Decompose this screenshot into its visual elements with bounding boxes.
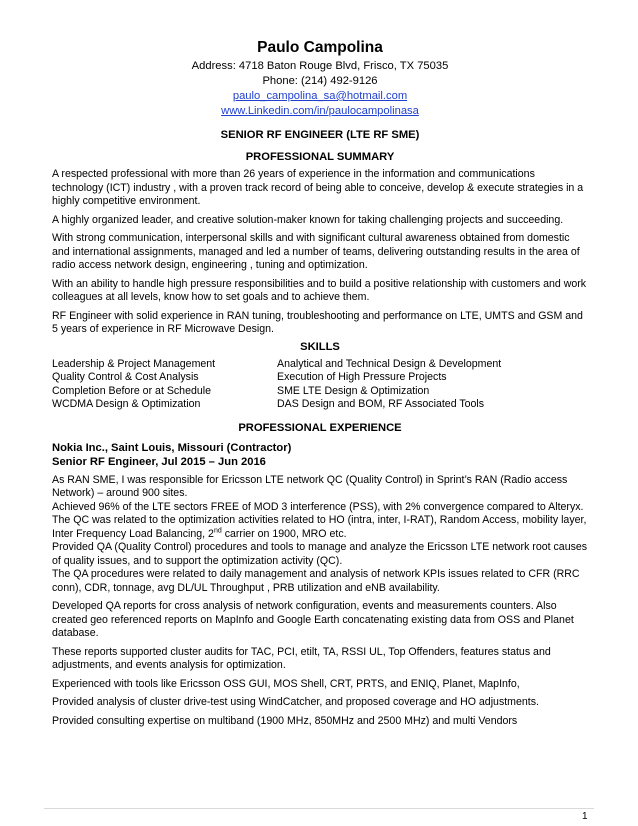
skills-grid <box>52 358 588 412</box>
skills-title: SKILLS <box>300 340 340 353</box>
skill-item: Execution of High Pressure Projects <box>277 371 447 383</box>
summary-paragraph: RF Engineer with solid experience in RAN tuning, troubleshooting and performance on LTE, UMTS and GSM and 5 years of experience in RF Microwave Design. <box>52 309 583 335</box>
job-paragraph: These reports supported cluster audits for TAC, PCI, etilt, TA, RSSI UL, Top Offenders, features status and adjustments, and events analysis for optimization. <box>52 645 551 671</box>
resume-content <box>52 38 588 728</box>
job-bullet-text: carrier on 1900, MRO etc. <box>221 527 347 540</box>
phone-line: Phone: (214) 492-9126 <box>262 75 378 87</box>
job-details <box>52 474 588 596</box>
summary-section <box>52 168 588 337</box>
experience-section <box>52 441 588 729</box>
job-bullet: As RAN SME, I was responsible for Ericsson LTE network QC (Quality Control) in Sprint’s RAN (Radio access Network) – around 900 sites. <box>52 473 568 499</box>
page-number: 1 <box>582 811 588 822</box>
skill-item: Leadership & Project Management <box>52 357 216 370</box>
role-line: Senior RF Engineer, Jul 2015 – Jun 2016 <box>52 455 266 468</box>
address-line: Address: 4718 Baton Rouge Blvd, Frisco, TX 75035 <box>191 60 449 72</box>
skill-item: SME LTE Design & Optimization <box>277 384 430 397</box>
email-link[interactable]: paulo_campolina_sa@hotmail.com <box>232 90 408 102</box>
headline: SENIOR RF ENGINEER (LTE RF SME) <box>220 129 420 141</box>
skill-item: Quality Control & Cost Analysis <box>52 371 199 383</box>
summary-title: PROFESSIONAL SUMMARY <box>245 151 395 163</box>
footer-divider <box>44 808 594 809</box>
skill-item: WCDMA Design & Optimization <box>52 398 201 410</box>
summary-paragraph: With strong communication, interpersonal skills and with significant cultural awareness obtained from domestic and international assignments, managed and led a number of teams, delivering outstanding results in the area of radio access network design, engineering , tuning and optimization. <box>52 232 580 271</box>
experience-title: PROFESSIONAL EXPERIENCE <box>238 421 402 434</box>
job-paragraph: Provided consulting expertise on multiband (1900 MHz, 850MHz and 2500 MHz) and multi Vendors <box>52 714 518 727</box>
job-bullet <box>52 514 588 541</box>
superscript-nd: nd <box>213 526 222 534</box>
skill-item: Completion Before or at Schedule <box>52 384 211 397</box>
job-paragraph: Experienced with tools like Ericsson OSS GUI, MOS Shell, CRT, PRTS, and ENIQ, Planet, MapInfo, <box>52 677 520 690</box>
job-bullet: Provided QA (Quality Control) procedures and tools to manage and analyze the Ericsson LTE network root causes of quality issues, and to support the optimization activity (QC). <box>52 541 588 567</box>
skill-item: Analytical and Technical Design & Development <box>277 357 502 370</box>
job-paragraph: Developed QA reports for cross analysis of network configuration, events and measurements counters. Also created geo referenced reports on MapInfo and Google Earth concatenating existing data from OSS and Planet database. <box>52 600 574 639</box>
job-paragraph: Provided analysis of cluster drive-test using WindCatcher, and proposed coverage and HO adjustments. <box>52 696 539 708</box>
company-line: Nokia Inc., Saint Louis, Missouri (Contractor) <box>52 441 292 454</box>
job-bullet: Achieved 96% of the LTE sectors FREE of MOD 3 interference (PSS), with 2% convergence compared to Alteryx. <box>52 500 584 513</box>
job-bullet: The QA procedures were related to daily management and analysis of network KPIs issues related to CFR (RRC conn), CDR, tonnage, avg DL/UL Throughput , PRB utilization and eNB availability. <box>52 568 580 594</box>
linkedin-link[interactable]: www.Linkedin.com/in/paulocampolinasa <box>221 105 419 117</box>
summary-paragraph: A highly organized leader, and creative solution-maker known for taking challenging projects and succeeding. <box>52 213 564 226</box>
summary-paragraph: With an ability to handle high pressure responsibilities and to build a positive relationship with customers and work colleagues at all levels, know how to set goals and to achieve them. <box>52 277 587 303</box>
job-bullet-text: The QC was related to the optimization activities related to HO (intra, inter, I-RAT), Random Access, mobility layer, Inter Frequency Load Balancing, 2 <box>52 514 587 540</box>
skill-item: DAS Design and BOM, RF Associated Tools <box>277 398 485 410</box>
candidate-name: Paulo Campolina <box>257 39 383 56</box>
summary-paragraph: A respected professional with more than 26 years of experience in the information and communications technology (ICT) industry , with a proven track record of being able to conceive, develop & execute strategies in a highly competitive environment. <box>52 168 584 207</box>
